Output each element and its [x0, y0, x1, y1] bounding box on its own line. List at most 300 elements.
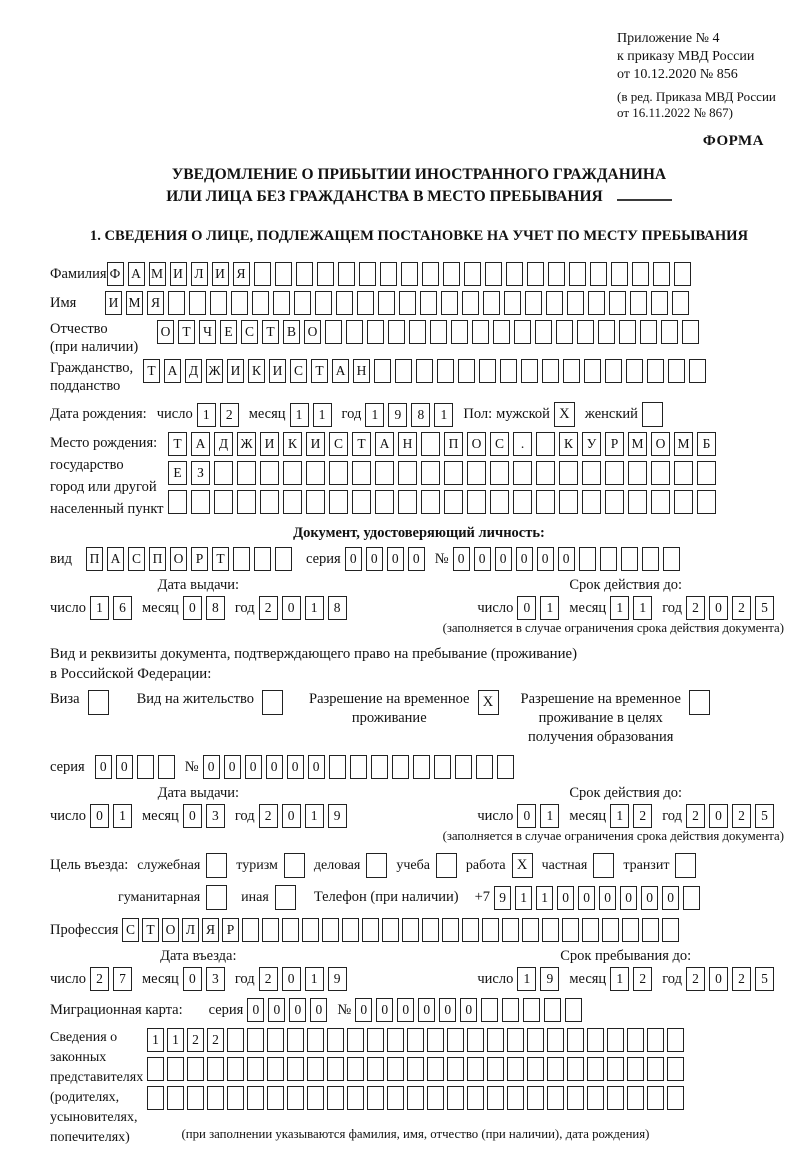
day-label: число: [477, 807, 514, 824]
birth-place-row1[interactable]: [168, 432, 716, 456]
char-cell: [627, 1028, 644, 1052]
char-cell: Р: [605, 432, 624, 456]
char-cell: [653, 262, 670, 286]
purpose-turizm-checkbox[interactable]: [284, 853, 305, 878]
char-cell: [662, 918, 679, 942]
char-cell: [674, 262, 691, 286]
char-cell: 0: [662, 886, 679, 910]
char-cell: [621, 547, 638, 571]
char-cell: 2: [90, 967, 109, 991]
patronymic-boxes[interactable]: [157, 320, 699, 344]
char-cell: [158, 755, 175, 779]
char-cell: [462, 291, 479, 315]
temp-residence-checkbox[interactable]: [478, 690, 499, 715]
char-cell: Т: [311, 359, 328, 383]
char-cell: 9: [540, 967, 559, 991]
char-cell: 0: [453, 547, 470, 571]
visa-label: Виза: [50, 691, 80, 707]
char-cell: [227, 1057, 244, 1081]
citizenship-boxes[interactable]: [143, 359, 706, 383]
day-label: число: [477, 599, 514, 616]
residence-permit-label: Вид на жительство: [136, 691, 255, 707]
char-cell: [689, 359, 706, 383]
entry-stay-dates: [50, 948, 788, 991]
residence-seriya-boxes[interactable]: [95, 755, 175, 779]
char-cell: [380, 262, 397, 286]
char-cell: [675, 853, 696, 878]
appendix-reference: [617, 30, 788, 121]
char-cell: [147, 1086, 164, 1110]
char-cell: 1: [290, 403, 309, 427]
birth-place-label: Место рождения: государство город или другой населенный пункт: [50, 435, 164, 517]
char-cell: [322, 918, 339, 942]
char-cell: 1: [434, 403, 453, 427]
char-cell: 0: [308, 755, 325, 779]
char-cell: [367, 1057, 384, 1081]
char-cell: М: [149, 262, 166, 286]
temp-residence-option: [309, 690, 498, 728]
seriya-label: серия: [305, 550, 341, 567]
char-cell: 0: [282, 596, 301, 620]
migration-seriya-boxes[interactable]: [247, 998, 327, 1022]
char-cell: 0: [620, 886, 637, 910]
char-cell: 2: [220, 403, 239, 427]
char-cell: [487, 1086, 504, 1110]
char-cell: [187, 1057, 204, 1081]
char-cell: [237, 461, 256, 485]
residence-valid-until-group: [477, 785, 774, 828]
form-title-line2-wrap: [50, 186, 788, 208]
char-cell: [206, 885, 227, 910]
char-cell: 1: [365, 403, 384, 427]
birth-place-row2[interactable]: [168, 461, 716, 485]
purpose-option-turizm: туризм: [236, 853, 305, 878]
char-cell: [605, 490, 624, 514]
birth-month-boxes[interactable]: [290, 403, 332, 427]
char-cell: [329, 755, 346, 779]
char-cell: [407, 1086, 424, 1110]
char-cell: [317, 262, 334, 286]
char-cell: 0: [183, 596, 202, 620]
char-cell: [287, 1028, 304, 1052]
year-label: год: [341, 406, 362, 422]
char-cell: Т: [352, 432, 371, 456]
month-label: месяц: [141, 807, 179, 824]
char-cell: С: [490, 432, 509, 456]
char-cell: 0: [557, 886, 574, 910]
residence-permit-option: [137, 690, 283, 715]
char-cell: [590, 262, 607, 286]
char-cell: [187, 1086, 204, 1110]
char-cell: [682, 320, 699, 344]
char-cell: [605, 461, 624, 485]
char-cell: .: [513, 432, 532, 456]
month-label: месяц: [569, 599, 607, 616]
appendix-line: Приложение № 4: [617, 31, 720, 46]
purpose-gumanitarnaya-checkbox[interactable]: [206, 885, 227, 910]
char-cell: Н: [398, 432, 417, 456]
char-cell: [577, 320, 594, 344]
title-blank-underline: [617, 199, 672, 201]
char-cell: К: [248, 359, 265, 383]
char-cell: [674, 461, 693, 485]
purpose-inaya-checkbox[interactable]: [275, 885, 296, 910]
profession-boxes[interactable]: [122, 918, 679, 942]
char-cell: [476, 755, 493, 779]
char-cell: 9: [328, 804, 347, 828]
birth-place-row3[interactable]: [168, 490, 716, 514]
char-cell: А: [191, 432, 210, 456]
char-cell: [582, 918, 599, 942]
identity-valid-year[interactable]: [686, 596, 774, 620]
purpose-delovaya-checkbox[interactable]: [366, 853, 387, 878]
char-cell: М: [628, 432, 647, 456]
char-cell: О: [170, 547, 187, 571]
char-cell: [630, 291, 647, 315]
char-cell: Л: [182, 918, 199, 942]
birth-place-block: [50, 432, 788, 520]
identity-valid-day[interactable]: [517, 596, 559, 620]
identity-doc-dates: [50, 577, 788, 620]
char-cell: [422, 262, 439, 286]
char-cell: [366, 853, 387, 878]
purpose-option-chastnaya: частная: [542, 853, 615, 878]
char-cell: [667, 1057, 684, 1081]
doc-seriya-boxes[interactable]: [345, 547, 425, 571]
entry-month[interactable]: [183, 967, 225, 991]
char-cell: [392, 755, 409, 779]
char-cell: [416, 359, 433, 383]
char-cell: [605, 359, 622, 383]
stay-year[interactable]: [686, 967, 774, 991]
identity-issue-month[interactable]: [183, 596, 225, 620]
char-cell: Ф: [107, 262, 124, 286]
patronymic-row: [50, 320, 788, 356]
char-cell: [207, 1057, 224, 1081]
char-cell: [287, 1057, 304, 1081]
purpose-label: Цель въезда:: [50, 857, 129, 873]
amendment-line: от 16.11.2022 № 867): [617, 105, 734, 120]
char-cell: 2: [732, 967, 751, 991]
purpose-option-inaya: иная: [241, 885, 296, 910]
purpose-row2: [118, 885, 788, 910]
amendment-reference: [617, 89, 788, 121]
char-cell: [307, 1028, 324, 1052]
char-cell: И: [260, 432, 279, 456]
profession-row: [50, 918, 788, 942]
identity-issue-day[interactable]: [90, 596, 132, 620]
char-cell: [626, 359, 643, 383]
birth-day-boxes[interactable]: [197, 403, 239, 427]
phone-boxes[interactable]: [494, 886, 700, 910]
residence-issue-month[interactable]: [183, 804, 225, 828]
char-cell: [374, 359, 391, 383]
stay-day[interactable]: [517, 967, 559, 991]
char-cell: [352, 490, 371, 514]
char-cell: 2: [259, 596, 278, 620]
char-cell: [434, 755, 451, 779]
char-cell: 1: [113, 804, 132, 828]
char-cell: [210, 291, 227, 315]
migration-card-row: [50, 998, 788, 1022]
char-cell: [493, 320, 510, 344]
char-cell: 0: [516, 547, 533, 571]
char-cell: [481, 998, 498, 1022]
char-cell: [267, 1028, 284, 1052]
purpose-rabota-checkbox[interactable]: [512, 853, 533, 878]
char-cell: 6: [113, 596, 132, 620]
form-title: [50, 164, 788, 208]
residence-issue-day[interactable]: [90, 804, 132, 828]
char-cell: [627, 1057, 644, 1081]
char-cell: [206, 853, 227, 878]
char-cell: [371, 755, 388, 779]
purpose-row: [50, 853, 788, 878]
char-cell: [247, 1086, 264, 1110]
char-cell: [273, 291, 290, 315]
entry-day[interactable]: [90, 967, 132, 991]
char-cell: [207, 1086, 224, 1110]
char-cell: [536, 432, 555, 456]
char-cell: [347, 1057, 364, 1081]
visa-checkbox[interactable]: [88, 690, 109, 715]
char-cell: [598, 320, 615, 344]
char-cell: [611, 262, 628, 286]
char-cell: 0: [709, 596, 728, 620]
char-cell: [407, 1028, 424, 1052]
char-cell: [451, 320, 468, 344]
given-name-boxes[interactable]: [105, 291, 689, 315]
char-cell: [254, 547, 271, 571]
char-cell: [237, 490, 256, 514]
char-cell: [559, 461, 578, 485]
residence-doc-intro: Вид и реквизиты документа, подтверждающего право на пребывание (проживание) в Российской Федерации:: [50, 646, 578, 682]
char-cell: [430, 320, 447, 344]
char-cell: [619, 320, 636, 344]
appendix-line: к приказу МВД России: [617, 49, 755, 64]
stay-until-label: Срок пребывания до:: [560, 948, 692, 964]
char-cell: [254, 262, 271, 286]
char-cell: [350, 755, 367, 779]
year-label: год: [234, 807, 255, 824]
surname-boxes[interactable]: [107, 262, 691, 286]
char-cell: [544, 998, 561, 1022]
char-cell: С: [241, 320, 258, 344]
char-cell: [447, 1086, 464, 1110]
char-cell: [398, 461, 417, 485]
char-cell: 1: [540, 804, 559, 828]
char-cell: [547, 1057, 564, 1081]
char-cell: О: [157, 320, 174, 344]
char-cell: [427, 1086, 444, 1110]
char-cell: 3: [206, 804, 225, 828]
char-cell: [647, 1086, 664, 1110]
residence-valid-month[interactable]: [610, 804, 652, 828]
char-cell: 1: [305, 804, 324, 828]
char-cell: 1: [167, 1028, 184, 1052]
char-cell: [427, 1028, 444, 1052]
birth-year-boxes[interactable]: [365, 403, 453, 427]
char-cell: [647, 1057, 664, 1081]
representatives-row3[interactable]: [147, 1086, 684, 1110]
char-cell: 5: [755, 596, 774, 620]
char-cell: [487, 1057, 504, 1081]
purpose-tranzit-checkbox[interactable]: [675, 853, 696, 878]
char-cell: [347, 1086, 364, 1110]
char-cell: Я: [202, 918, 219, 942]
char-cell: [306, 461, 325, 485]
char-cell: 1: [305, 967, 324, 991]
char-cell: [284, 853, 305, 878]
char-cell: [168, 490, 187, 514]
identity-valid-until-group: [477, 577, 774, 620]
char-cell: 2: [633, 967, 652, 991]
char-cell: [582, 461, 601, 485]
char-cell: [275, 547, 292, 571]
char-cell: 0: [203, 755, 220, 779]
char-cell: X: [554, 402, 575, 427]
char-cell: [542, 918, 559, 942]
entry-year[interactable]: [259, 967, 347, 991]
char-cell: [587, 1086, 604, 1110]
char-cell: [427, 1057, 444, 1081]
char-cell: [607, 1086, 624, 1110]
char-cell: Б: [697, 432, 716, 456]
stay-month[interactable]: [610, 967, 652, 991]
char-cell: 5: [755, 967, 774, 991]
char-cell: [296, 262, 313, 286]
residence-permit-checkbox[interactable]: [262, 690, 283, 715]
char-cell: Е: [220, 320, 237, 344]
char-cell: К: [283, 432, 302, 456]
residence-valid-day[interactable]: [517, 804, 559, 828]
char-cell: [661, 320, 678, 344]
char-cell: [587, 1028, 604, 1052]
char-cell: 0: [387, 547, 404, 571]
char-cell: [567, 1028, 584, 1052]
char-cell: [467, 490, 486, 514]
sex-label: Пол:: [463, 406, 493, 422]
char-cell: З: [191, 461, 210, 485]
char-cell: [542, 359, 559, 383]
sex-male-checkbox[interactable]: [554, 402, 575, 427]
char-cell: 0: [460, 998, 477, 1022]
char-cell: [327, 1086, 344, 1110]
char-cell: [441, 291, 458, 315]
char-cell: [167, 1086, 184, 1110]
residence-number-boxes[interactable]: [203, 755, 514, 779]
char-cell: 1: [197, 403, 216, 427]
doc-kind-boxes[interactable]: [86, 547, 292, 571]
char-cell: Д: [214, 432, 233, 456]
residence-issue-year[interactable]: [259, 804, 347, 828]
char-cell: И: [170, 262, 187, 286]
purpose-sluzhebnaya-checkbox[interactable]: [206, 853, 227, 878]
representatives-row2[interactable]: [147, 1057, 684, 1081]
char-cell: 1: [313, 403, 332, 427]
phone-prefix: +7: [474, 889, 491, 905]
char-cell: [642, 402, 663, 427]
char-cell: Т: [168, 432, 187, 456]
char-cell: [436, 853, 457, 878]
year-label: год: [662, 970, 682, 987]
char-cell: С: [329, 432, 348, 456]
char-cell: 0: [517, 804, 536, 828]
char-cell: А: [375, 432, 394, 456]
char-cell: [307, 1086, 324, 1110]
char-cell: 0: [376, 998, 393, 1022]
char-cell: [472, 320, 489, 344]
temp-residence-edu-checkbox[interactable]: [689, 690, 710, 715]
char-cell: 1: [610, 804, 629, 828]
char-cell: [663, 547, 680, 571]
char-cell: 0: [558, 547, 575, 571]
purpose-option-gumanitarnaya: гуманитарная: [118, 885, 227, 910]
citizenship-row: [50, 359, 788, 395]
given-name-label: Имя: [50, 294, 77, 311]
char-cell: Я: [233, 262, 250, 286]
char-cell: [667, 1086, 684, 1110]
char-cell: [447, 1028, 464, 1052]
char-cell: [275, 262, 292, 286]
char-cell: [227, 1028, 244, 1052]
purpose-chastnaya-checkbox[interactable]: [593, 853, 614, 878]
char-cell: 0: [578, 886, 595, 910]
char-cell: 7: [113, 967, 132, 991]
char-cell: 0: [282, 967, 301, 991]
restriction-note: (заполняется в случае ограничения срока действия документа): [442, 621, 784, 635]
char-cell: 0: [418, 998, 435, 1022]
char-cell: [584, 359, 601, 383]
doc-number-boxes[interactable]: [453, 547, 680, 571]
char-cell: 0: [183, 804, 202, 828]
char-cell: X: [478, 690, 499, 715]
char-cell: [267, 1086, 284, 1110]
identity-issue-year[interactable]: [259, 596, 347, 620]
char-cell: [527, 1028, 544, 1052]
char-cell: [367, 320, 384, 344]
char-cell: [262, 690, 283, 715]
char-cell: 0: [408, 547, 425, 571]
char-cell: 0: [641, 886, 658, 910]
identity-valid-month[interactable]: [610, 596, 652, 620]
month-label: месяц: [569, 807, 607, 824]
char-cell: [359, 262, 376, 286]
stay-until-group: [477, 948, 774, 991]
char-cell: [315, 291, 332, 315]
char-cell: 0: [90, 804, 109, 828]
char-cell: [622, 918, 639, 942]
char-cell: 0: [268, 998, 285, 1022]
char-cell: 1: [517, 967, 536, 991]
char-cell: 3: [206, 967, 225, 991]
char-cell: [672, 291, 689, 315]
char-cell: 1: [305, 596, 324, 620]
char-cell: [507, 1057, 524, 1081]
char-cell: Н: [353, 359, 370, 383]
char-cell: [420, 291, 437, 315]
char-cell: [402, 918, 419, 942]
year-label: год: [662, 599, 682, 616]
migration-number-boxes[interactable]: [355, 998, 582, 1022]
residence-valid-year[interactable]: [686, 804, 774, 828]
representatives-row1[interactable]: [147, 1028, 684, 1052]
purpose-ucheba-checkbox[interactable]: [436, 853, 457, 878]
char-cell: [214, 461, 233, 485]
char-cell: С: [290, 359, 307, 383]
char-cell: 9: [328, 967, 347, 991]
sex-female-checkbox[interactable]: [642, 402, 663, 427]
